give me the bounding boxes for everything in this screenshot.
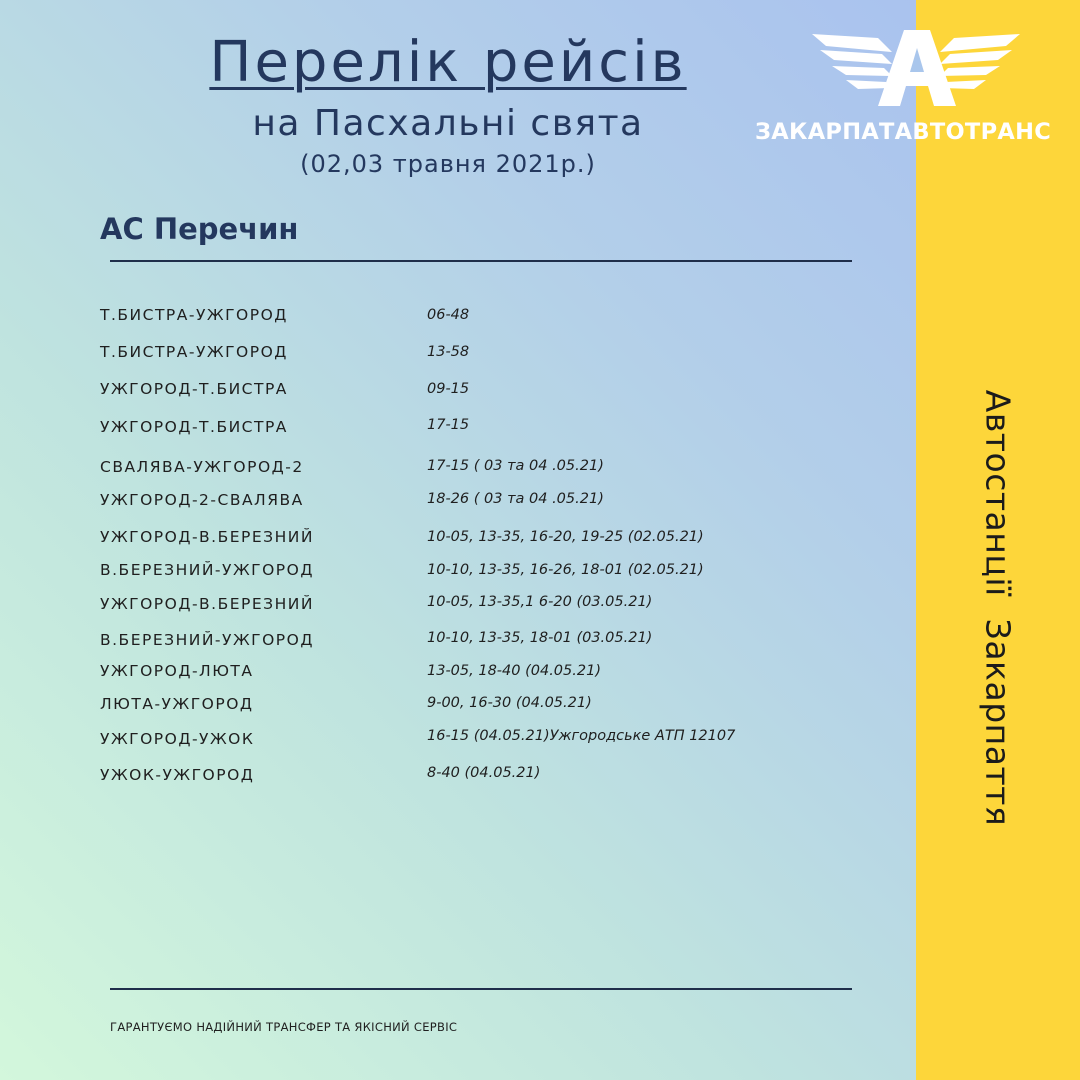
date-range: (02,03 травня 2021р.) bbox=[300, 150, 596, 178]
route-name: Т.БИСТРА-УЖГОРОД bbox=[100, 306, 288, 324]
page-title: Перелік рейсів bbox=[209, 30, 687, 95]
route-name: УЖГОРОД-В.БЕРЕЗНИЙ bbox=[100, 528, 314, 546]
route-name: ЛЮТА-УЖГОРОД bbox=[100, 695, 254, 713]
route-name: Т.БИСТРА-УЖГОРОД bbox=[100, 343, 288, 361]
divider-bottom bbox=[110, 988, 852, 990]
sidebar-vertical-text bbox=[979, 390, 1018, 826]
departure-times: 9-00, 16-30 (04.05.21) bbox=[427, 695, 592, 711]
departure-times: 17-15 bbox=[427, 417, 470, 433]
departure-times: 13-05, 18-40 (04.05.21) bbox=[427, 663, 601, 679]
sidebar-word-1: Автостанції bbox=[978, 389, 1018, 597]
route-name: УЖГОРОД-В.БЕРЕЗНИЙ bbox=[100, 595, 314, 613]
brand-name: ЗАКАРПАТАВТОТРАНС bbox=[755, 119, 1052, 145]
route-name: УЖГОРОД-2-СВАЛЯВА bbox=[100, 491, 304, 509]
departure-times: 09-15 bbox=[427, 381, 470, 397]
departure-times: 10-05, 13-35, 16-20, 19-25 (02.05.21) bbox=[427, 529, 704, 545]
route-name: СВАЛЯВА-УЖГОРОД-2 bbox=[100, 458, 304, 476]
departure-times: 13-58 bbox=[427, 344, 470, 360]
route-name: УЖГОРОД-Т.БИСТРА bbox=[100, 418, 288, 436]
departure-times: 06-48 bbox=[427, 307, 470, 323]
route-name: УЖГОРОД-Т.БИСТРА bbox=[100, 380, 288, 398]
station-heading: АС Перечин bbox=[100, 212, 299, 246]
departure-times: 18-26 ( 03 та 04 .05.21) bbox=[427, 491, 604, 507]
departure-times: 17-15 ( 03 та 04 .05.21) bbox=[427, 458, 604, 474]
page-subtitle: на Пасхальні свята bbox=[252, 103, 644, 144]
winged-a-logo-icon bbox=[808, 26, 1024, 110]
departure-times: 16-15 (04.05.21)Ужгородське АТП 12107 bbox=[427, 728, 736, 744]
route-name: УЖГОРОД-УЖОК bbox=[100, 730, 255, 748]
departure-times: 10-05, 13-35,1 6-20 (03.05.21) bbox=[427, 594, 653, 610]
sidebar-word-2: Закарпаття bbox=[978, 618, 1018, 827]
route-name: В.БЕРЕЗНИЙ-УЖГОРОД bbox=[100, 631, 314, 649]
departure-times: 10-10, 13-35, 18-01 (03.05.21) bbox=[427, 630, 653, 646]
route-name: УЖОК-УЖГОРОД bbox=[100, 766, 255, 784]
departure-times: 8-40 (04.05.21) bbox=[427, 765, 541, 781]
route-name: В.БЕРЕЗНИЙ-УЖГОРОД bbox=[100, 561, 314, 579]
divider-top bbox=[110, 260, 852, 262]
route-name: УЖГОРОД-ЛЮТА bbox=[100, 662, 254, 680]
footer-tagline: ГАРАНТУЄМО НАДІЙНИЙ ТРАНСФЕР ТА ЯКІСНИЙ СЕРВІС bbox=[110, 1020, 458, 1034]
departure-times: 10-10, 13-35, 16-26, 18-01 (02.05.21) bbox=[427, 562, 704, 578]
